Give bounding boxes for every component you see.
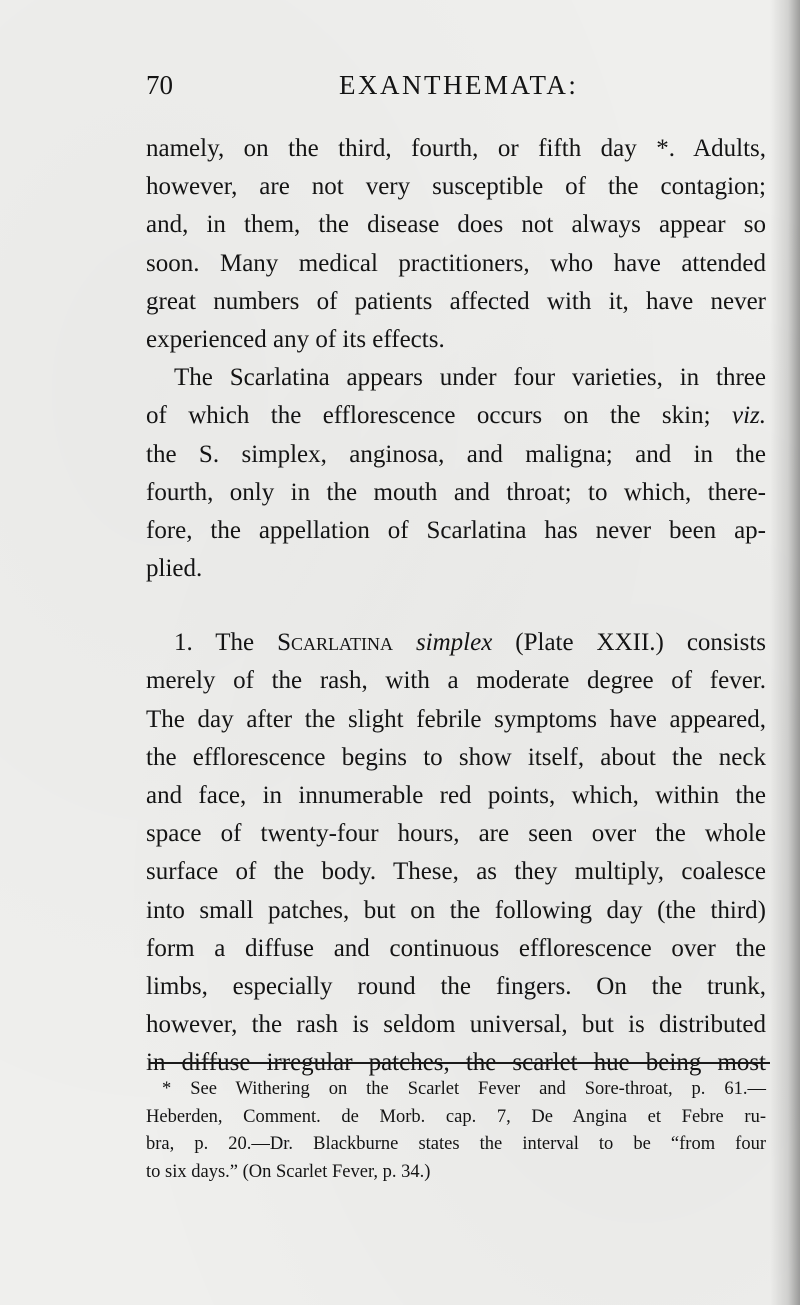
- text-line: of which the efflorescence occurs on the skin; viz.: [146, 402, 766, 430]
- text-line: limbs, especially round the fingers. On the trunk,: [146, 972, 766, 1000]
- footnote-line: * See Withering on the Scarlet Fever and Sore-throat, p. 61.—: [162, 1079, 766, 1099]
- text-line: soon. Many medical practitioners, who have attended: [146, 249, 766, 277]
- text-line: 1. The Scarlatina simplex (Plate XXII.) consists: [174, 629, 766, 657]
- page-header: [146, 66, 766, 110]
- footnote: [146, 1076, 766, 1186]
- text-line: fourth, only in the mouth and throat; to which, there-: [146, 478, 766, 506]
- paragraph-3: [146, 624, 766, 1082]
- page-number: 70: [146, 70, 173, 100]
- small-caps-word: Scarlatina: [277, 629, 393, 657]
- text-line: into small patches, but on the following day (the third): [146, 896, 766, 924]
- italic-word: simplex: [415, 629, 493, 657]
- footnote-line: bra, p. 20.—Dr. Blackburne states the interval to be “from four: [146, 1134, 766, 1154]
- text-line: The day after the slight febrile symptoms have appeared,: [146, 705, 766, 733]
- text-line: however, the rash is seldom universal, but is distributed: [146, 1011, 766, 1039]
- text-line: the S. simplex, anginosa, and maligna; and in the: [146, 440, 766, 468]
- text-line: and face, in innumerable red points, which, within the: [146, 782, 766, 809]
- text-line: fore, the appellation of Scarlatina has never been ap-: [146, 516, 766, 544]
- footnote-line: to six days.” (On Scarlet Fever, p. 34.): [146, 1161, 431, 1182]
- text-line: form a diffuse and continuous efflorescence over the: [146, 934, 766, 962]
- text-line: experienced any of its effects.: [146, 325, 445, 353]
- text-line: space of twenty-four hours, are seen over the whole: [146, 820, 766, 848]
- text-line: surface of the body. These, as they multiply, coalesce: [146, 858, 766, 886]
- text-line: plied.: [146, 555, 203, 583]
- text-line: The Scarlatina appears under four varieties, in three: [174, 364, 766, 392]
- paragraph-2: [146, 359, 766, 588]
- paragraph-1: [146, 130, 766, 359]
- body-text: [146, 130, 766, 1083]
- styled-word: viz.: [731, 402, 766, 430]
- page-edge-shadow: [770, 0, 800, 1305]
- running-head: EXANTHEMATA:: [339, 70, 579, 100]
- text-line: the efflorescence begins to show itself, about the neck: [146, 743, 766, 771]
- footnote-line: Heberden, Comment. de Morb. cap. 7, De Angina et Febre ru-: [146, 1106, 766, 1127]
- paragraph-gap: [146, 588, 766, 624]
- text-line: namely, on the third, fourth, or fifth day *. Adults,: [146, 135, 766, 162]
- text-line: merely of the rash, with a moderate degree of fever.: [146, 667, 766, 695]
- text-line: in diffuse irregular patches, the scarlet hue being most: [146, 1049, 766, 1077]
- text-line: great numbers of patients affected with it, have never: [146, 287, 766, 315]
- text-line: and, in them, the disease does not always appear so: [146, 211, 766, 239]
- footnote-rule: [150, 1062, 770, 1064]
- text-line: however, are not very susceptible of the contagion;: [146, 173, 766, 201]
